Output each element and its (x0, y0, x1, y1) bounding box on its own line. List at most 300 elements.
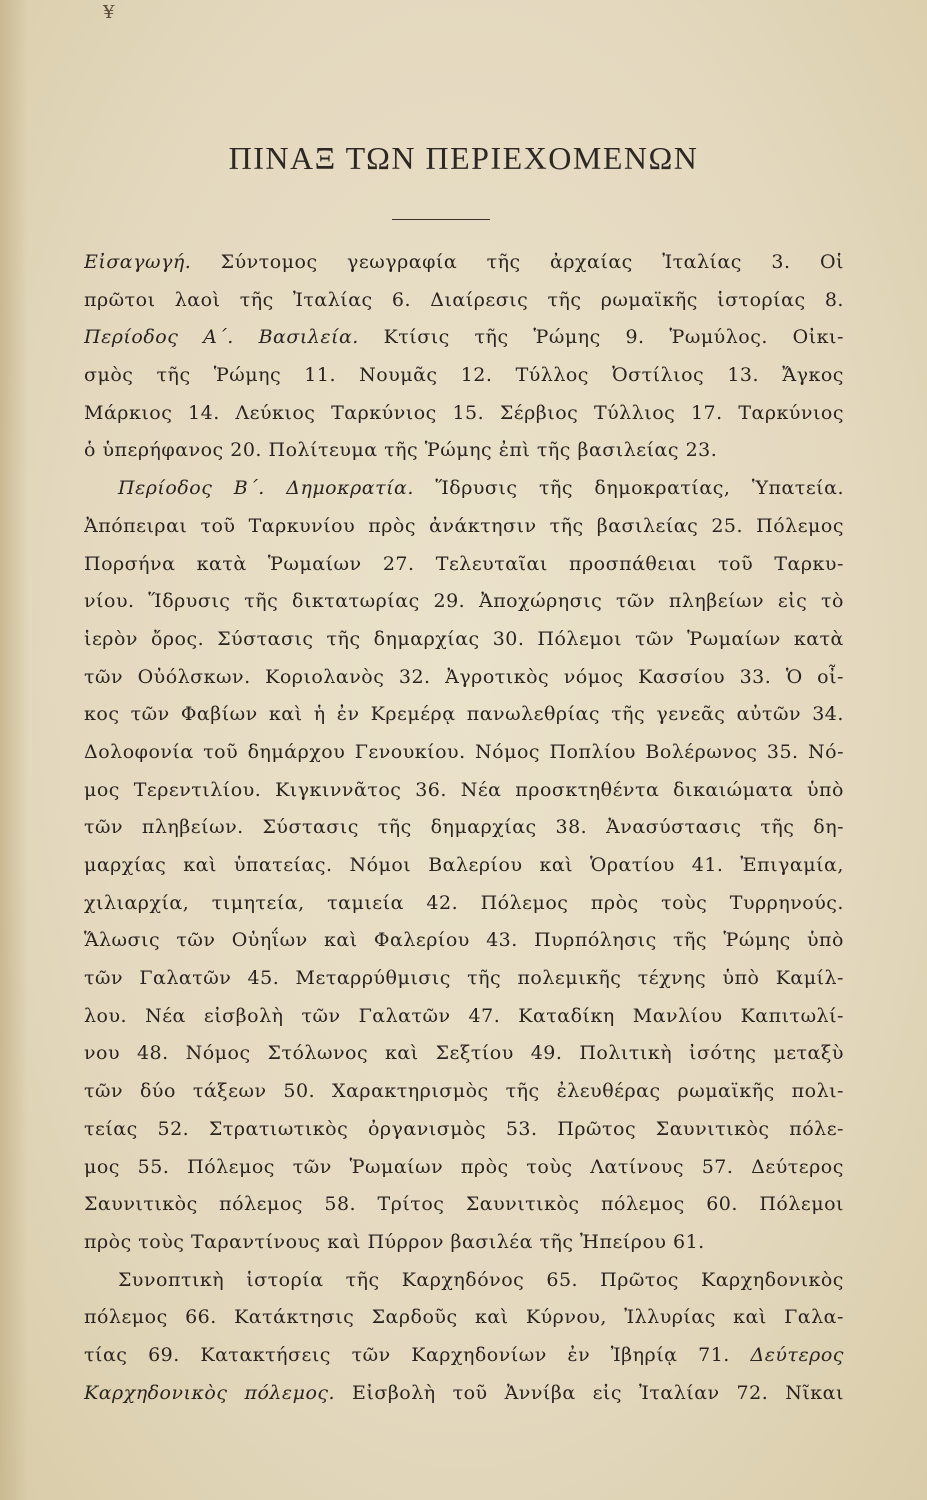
word: 42. (426, 891, 459, 914)
word: Ὁρατίου (590, 854, 675, 876)
word: Τερεντιλίου. (133, 778, 262, 801)
word: ρωμαϊκῆς (600, 288, 698, 311)
word: Ῥώμης (213, 364, 282, 387)
text-line (84, 998, 844, 1036)
page-title: ΠΙΝΑΞ ΤΩΝ ΠΕΡΙΕΧΟΜΕΝΩΝ (228, 140, 699, 176)
word: Μάρκιος (84, 401, 173, 424)
word: Κατακτήσεις (200, 1343, 331, 1366)
word: ἐν (336, 703, 360, 726)
word: πρῶτοι (84, 288, 156, 311)
word: Σέρβιος (499, 401, 579, 424)
word: τῆς (505, 1080, 540, 1103)
word: ἰσότης (689, 1042, 757, 1065)
word: Ἰταλίας (292, 288, 373, 311)
word: τῶν (84, 665, 124, 688)
word: πρὸς (84, 1230, 132, 1253)
word: 45. (247, 967, 280, 990)
word: καὶ (268, 703, 303, 726)
word: Πορσήνα (84, 552, 176, 575)
word: καὶ (474, 1306, 509, 1329)
word: ἀνάκτησιν (429, 514, 537, 537)
word: 50. (283, 1080, 316, 1103)
word: τοῦ (203, 740, 239, 763)
word: Κτίσις (383, 326, 450, 349)
word: χιλιαρχία, (84, 891, 190, 914)
word: Κρεμέρᾳ (370, 703, 456, 726)
text-line (84, 734, 844, 772)
word: Νόμος (475, 740, 541, 763)
word: τῶν (130, 703, 170, 726)
text-line (84, 1111, 844, 1149)
word: λου. (84, 1004, 128, 1027)
word: Ἅλωσις (84, 929, 161, 952)
word: Οὐόλσκων. (137, 665, 251, 688)
word: Νόμοι (349, 854, 412, 876)
word: Δολοφονία (84, 740, 194, 763)
word: τίας (84, 1343, 128, 1366)
word: τῆς (384, 439, 419, 462)
word: δικαιώματα (673, 778, 794, 801)
word: Σεξτίου (435, 1042, 514, 1065)
word: καὶ (385, 1042, 419, 1065)
table-of-contents-text (84, 244, 844, 1412)
word: ἀρχαίας (550, 251, 633, 273)
word: τῆς (611, 703, 646, 726)
text-line (84, 1337, 844, 1375)
word: ὄρος. (150, 627, 205, 650)
italic-heading-word: Περίοδος (118, 477, 213, 500)
text-line (84, 1035, 844, 1073)
word: τέχνης (637, 967, 707, 990)
corner-mark: ¥ (103, 2, 115, 23)
word: μεταξὺ (773, 1042, 844, 1065)
word: πρὸς (590, 891, 639, 914)
word: πληβείων (668, 590, 765, 613)
word: Σαυνιτικὸς (465, 1193, 580, 1216)
word: κατὰ (793, 627, 844, 650)
word: 58. (324, 1193, 357, 1216)
word: δημάρχου (247, 740, 346, 763)
word: Κοριολανὸς (265, 665, 385, 688)
word: Ἀποχώρησις (478, 590, 603, 613)
word: 3. (771, 251, 791, 273)
word: τῶν (176, 929, 216, 952)
word: τῆς (345, 1268, 380, 1291)
word: Σύστασις (217, 627, 314, 650)
text-line (84, 282, 844, 320)
word: πανωλεθρίας (466, 703, 600, 726)
word: 9. (625, 326, 645, 349)
word: 20. (230, 439, 262, 462)
text-line (84, 922, 844, 960)
word: τῆς (467, 967, 502, 990)
text-line (84, 809, 844, 847)
word: τῆς (549, 514, 584, 537)
word: Ἵδρυσις (148, 590, 231, 613)
word: Σύντομος (220, 251, 318, 273)
italic-heading-word: Β΄. (233, 477, 265, 500)
word: 61. (673, 1230, 705, 1253)
word: προσκτηθέντα (515, 778, 660, 801)
word: Ἀπόπειραι (84, 514, 188, 537)
word: δημοκρατίας, (594, 477, 731, 500)
word: ὑπὸ (806, 778, 844, 801)
word: ὁ (84, 439, 96, 462)
word: εἰς (592, 1381, 623, 1404)
title-divider (392, 219, 490, 220)
word: Οἱ (819, 251, 844, 273)
word: ἱστορίας (717, 288, 806, 311)
word: Πόλεμοι (537, 627, 623, 650)
word: εἰς (777, 590, 808, 613)
word: ἐπὶ (498, 439, 531, 462)
word: τῶν (84, 967, 124, 990)
word: Σαρδοῦς (371, 1306, 458, 1329)
word: 72. (736, 1381, 769, 1404)
word: Σύστασις (262, 816, 359, 839)
word: τάξεων (192, 1080, 267, 1103)
word: τῆς (547, 288, 582, 311)
word: Δεύτερος (751, 1155, 844, 1178)
page-edge-shadow (0, 0, 28, 1500)
word: Πρῶτος (600, 1268, 679, 1291)
word: τῆς (244, 590, 279, 613)
word: Καμίλ- (775, 967, 844, 990)
word: νόμος (563, 665, 624, 688)
word: νου (84, 1042, 121, 1065)
word: 41. (691, 854, 724, 876)
word: σμὸς (84, 364, 134, 387)
word: Συνοπτικὴ (118, 1268, 225, 1291)
text-line (84, 244, 844, 282)
word: Μανλίου (632, 1004, 723, 1027)
word: 38. (555, 816, 588, 839)
word: 60. (706, 1193, 738, 1216)
word: πόλε- (789, 1117, 844, 1140)
word: Ταραντίνους (191, 1230, 321, 1253)
word: ταμιεία (327, 891, 404, 914)
word: Σαυνιτικὸς (84, 1193, 198, 1216)
word: Γαλατῶν (358, 1004, 451, 1027)
word: Πολίτευμα (268, 439, 378, 462)
word: δικτατωρίας (292, 590, 420, 613)
word: καὶ (733, 1306, 767, 1329)
word: Κατάκτησις (234, 1306, 355, 1329)
word: Πόλεμοι (759, 1193, 844, 1216)
text-line (84, 432, 844, 470)
word: Ἰταλίαν (638, 1381, 720, 1404)
word: Ἀνασύστασις (606, 816, 742, 839)
word: 15. (452, 401, 485, 424)
word: Νῖκαι (785, 1381, 844, 1404)
word: Τύλλιος (593, 401, 676, 424)
word: βασιλέα (450, 1230, 533, 1253)
word: Βολέρωνος (645, 740, 758, 763)
word: 71. (698, 1343, 730, 1366)
text-line (84, 1186, 844, 1224)
text-line (84, 696, 844, 734)
word: τοῦ (718, 552, 754, 575)
word: καὶ (327, 1230, 361, 1253)
text-line (84, 659, 844, 697)
word: Πρῶτος (557, 1117, 637, 1140)
word: ὑπὸ (807, 929, 844, 952)
word: καὶ (183, 854, 217, 876)
word: Καρχηδονικὸς (701, 1268, 844, 1291)
word: εἰσβολὴ (203, 1004, 284, 1027)
word: Ὑπατεία. (751, 477, 844, 500)
word: τῆς (673, 929, 708, 952)
word: τῆς (538, 477, 573, 500)
word: αὐτῶν (736, 703, 802, 726)
word: Νέα (460, 778, 502, 801)
word: πολεμικῆς (517, 967, 622, 990)
text-line (84, 1073, 844, 1111)
word: 52. (157, 1117, 190, 1140)
word: Κιγκιννᾶτος (275, 778, 402, 801)
word: Ῥωμαίων (687, 627, 781, 650)
word: Τύλλος (515, 364, 589, 387)
italic-heading-word: Βασιλεία. (258, 326, 359, 349)
word: Τελευταῖαι (435, 552, 548, 575)
word: λαοὶ (174, 288, 221, 311)
italic-heading-word: Εἰσαγωγή. (84, 251, 192, 273)
text-line (84, 395, 844, 433)
word: καὶ (539, 854, 574, 876)
word: Νό- (808, 740, 844, 763)
word: 14. (188, 401, 220, 424)
text-line (84, 621, 844, 659)
word: 30. (492, 627, 525, 650)
word: πόλεμος (601, 1193, 685, 1216)
word: δημαρχίας (373, 627, 480, 650)
word: 17. (690, 401, 723, 424)
text-line (84, 1375, 844, 1413)
word: Πόλεμος (480, 891, 569, 914)
word: Ἰλλυρίας (624, 1306, 716, 1329)
italic-heading-word: Δεύτερος (750, 1343, 844, 1366)
word: τῶν (616, 590, 656, 613)
text-line (84, 772, 844, 810)
word: βασιλείας (596, 514, 699, 537)
word: Ἠπείρου (580, 1230, 667, 1253)
text-line (84, 960, 844, 998)
text-line (84, 1262, 844, 1300)
word: ἱστορία (246, 1268, 324, 1291)
word: δημαρχίας (430, 816, 537, 839)
word: Καταδίκη (518, 1004, 615, 1027)
word: Ὀστίλιος (612, 364, 705, 387)
word: τοὺς (138, 1230, 185, 1253)
word: Σαυνιτικὸς (655, 1117, 770, 1140)
word: Πόλεμος (756, 514, 844, 537)
word: 49. (530, 1042, 563, 1065)
word: τῆς (377, 816, 412, 839)
word: Φαβίων (180, 703, 258, 726)
italic-heading-word: Περίοδος (84, 326, 179, 349)
word: δύο (139, 1080, 176, 1103)
word: Ῥωμαίων (267, 552, 362, 575)
word: πληβείων. (141, 816, 244, 839)
word: Κασσίου (638, 665, 726, 688)
word: Ποπλίου (549, 740, 636, 763)
word: Βαλερίου (428, 854, 523, 876)
word: 57. (701, 1155, 734, 1178)
word: Τυρρηνούς. (729, 891, 844, 914)
word: πόλεμος (219, 1193, 303, 1216)
text-line (84, 847, 844, 885)
word: Χαρακτηρισμὸς (332, 1080, 489, 1103)
word: Ἰταλίας (662, 251, 742, 273)
word: Νόμος (185, 1042, 251, 1065)
word: Εἰσβολὴ (352, 1381, 436, 1404)
word: Μεταρρύθμισις (295, 967, 451, 990)
word: Ταρκύνιος (331, 401, 437, 424)
word: Οὐηΐων (231, 929, 308, 952)
word: ὑπερήφανος (102, 439, 224, 462)
word: τῆς (486, 251, 521, 273)
word: τιμητεία, (211, 891, 305, 914)
word: τῶν (351, 1343, 391, 1366)
word: Ἀννίβα (504, 1381, 576, 1404)
word: 32. (398, 665, 431, 688)
word: Ἐπιγαμία, (740, 854, 844, 876)
word: 34. (812, 703, 844, 726)
word: Ἰβηρίᾳ (610, 1343, 678, 1366)
word: τῆς (536, 439, 571, 462)
word: Οἰκι- (792, 326, 844, 349)
word: 12. (460, 364, 493, 387)
word: τοῦ (452, 1381, 488, 1404)
word: δη- (813, 816, 844, 839)
word: ὑπὸ (722, 967, 760, 990)
word: Γαλατῶν (139, 967, 232, 990)
word: τῆς (474, 326, 509, 349)
text-line (84, 546, 844, 584)
word: κατὰ (196, 552, 247, 575)
word: ὑπατείας. (233, 854, 333, 876)
word: Λατίνους (590, 1155, 684, 1178)
word: Πόλεμος (187, 1155, 275, 1178)
italic-heading-word: Δημοκρατία. (286, 477, 414, 500)
word: 8. (824, 288, 844, 311)
italic-heading-word: πόλεμος. (244, 1381, 336, 1404)
word: Ταρκύνιος (738, 401, 844, 424)
word: Πύρρον (367, 1230, 444, 1253)
word: Καρχηδόνος (401, 1268, 525, 1291)
word: Ῥώμης (723, 929, 791, 952)
word: 25. (711, 514, 744, 537)
word: 48. (136, 1042, 169, 1065)
word: μαρχίας (84, 854, 167, 876)
word: 36. (415, 778, 447, 801)
word: τοῦ (200, 514, 236, 537)
text-line (84, 470, 844, 508)
word: Φαλερίου (373, 929, 470, 952)
italic-heading-word: Καρχηδονικὸς (84, 1381, 228, 1404)
word: 66. (185, 1306, 217, 1329)
text-line (84, 508, 844, 546)
word: 65. (546, 1268, 579, 1291)
word: Ῥωμαίων (349, 1155, 444, 1178)
word: Ῥωμύλος. (669, 326, 768, 349)
word: 53. (505, 1117, 538, 1140)
word: τῆς (760, 816, 795, 839)
word: οἶ- (817, 665, 844, 688)
word: 47. (468, 1004, 501, 1027)
word: πολι- (791, 1080, 844, 1103)
word: τῶν (301, 1004, 341, 1027)
word: 23. (685, 439, 718, 462)
word: προσπάθειαι (569, 552, 697, 575)
word: 6. (391, 288, 412, 311)
word: ἡ (313, 703, 326, 726)
italic-heading-word: Α΄. (203, 326, 234, 349)
word: 55. (137, 1155, 170, 1178)
text-line (84, 357, 844, 395)
text-line (84, 1224, 844, 1262)
word: ἐλευθέρας (556, 1080, 661, 1103)
word: Καπιτωλί- (740, 1004, 844, 1027)
word: 69. (148, 1343, 180, 1366)
word: Νέα (145, 1004, 186, 1027)
word: 43. (486, 929, 518, 952)
text-line (84, 319, 844, 357)
word: τείας (84, 1117, 138, 1140)
word: Ταρκυ- (774, 552, 844, 575)
word: 33. (739, 665, 772, 688)
word: πόλεμος (84, 1306, 168, 1329)
word: τῆς (539, 1230, 574, 1253)
word: Ταρκυνίου (248, 514, 356, 537)
word: Ἄγκος (782, 364, 844, 387)
word: Καρχηδονίων (411, 1343, 547, 1366)
text-line (84, 583, 844, 621)
text-line (84, 1149, 844, 1187)
word: 27. (382, 552, 415, 575)
word: πρὸς (368, 514, 416, 537)
word: Ῥώμης (533, 326, 601, 349)
word: ἱερὸν (84, 627, 138, 650)
word: καὶ (323, 929, 358, 952)
word: Κύρνου, (525, 1306, 607, 1329)
word: Νουμᾶς (359, 364, 438, 387)
word: Ῥώμης (424, 439, 493, 462)
text-line (84, 885, 844, 923)
word: τῶν (635, 627, 675, 650)
word: τῆς (239, 288, 274, 311)
word: νίου. (84, 590, 135, 613)
word: Πυρπόλησις (534, 929, 657, 952)
word: Ἵδρυσις (435, 477, 518, 500)
word: Γαλα- (784, 1306, 844, 1329)
word: τῶν (84, 1080, 124, 1103)
text-line (84, 1299, 844, 1337)
word: μος (84, 778, 120, 801)
word: κος (84, 703, 120, 726)
word: 13. (727, 364, 760, 387)
word: γενεᾶς (656, 703, 726, 726)
word: τῆς (326, 627, 361, 650)
word: βασιλείας (577, 439, 680, 462)
word: τῶν (292, 1155, 332, 1178)
word: ρωμαϊκῆς (677, 1080, 775, 1103)
word: τὸ (821, 590, 844, 613)
word: μος (84, 1155, 120, 1178)
word: 11. (304, 364, 336, 387)
word: τῶν (84, 816, 124, 839)
word: ὀργανισμὸς (367, 1117, 487, 1140)
